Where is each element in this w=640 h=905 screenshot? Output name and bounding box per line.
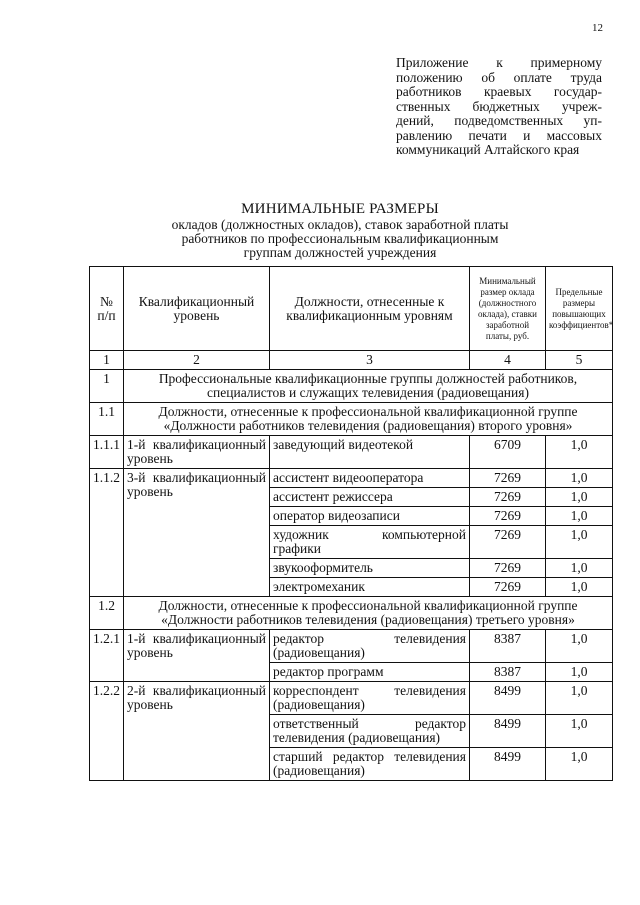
title-line: окладов (должностных окладов), ставок заработной платы <box>171 217 509 232</box>
position-name: редактор программ <box>270 663 470 682</box>
level-num: 1.2.2 <box>90 682 124 781</box>
salary-table <box>89 266 613 781</box>
header-positions: Должности, отнесенные к квалификационным уровням <box>270 267 470 351</box>
group-title: Должности, отнесенные к профессиональной квалификационной группе «Должности работников телевидения (радиовещания) третьего уровня» <box>124 597 613 630</box>
coefficient-value: 1,0 <box>546 526 613 559</box>
salary-value: 7269 <box>470 507 546 526</box>
position-name: ответственный редактор телевидения (радиовещания) <box>270 715 470 748</box>
salary-value: 7269 <box>470 488 546 507</box>
group-row <box>90 403 613 436</box>
coefficient-value: 1,0 <box>546 469 613 488</box>
salary-value: 8499 <box>470 715 546 748</box>
coefficient-value: 1,0 <box>546 507 613 526</box>
column-number: 5 <box>546 351 613 370</box>
position-name: ассистент видеооператора <box>270 469 470 488</box>
header-salary: Минимальный размер оклада (должностного оклада), ставки заработной платы, руб. <box>470 267 546 351</box>
level-name: 3-й квалификационный уровень <box>124 469 270 597</box>
salary-value: 8387 <box>470 630 546 663</box>
position-name: редактор телевидения (радиовещания) <box>270 630 470 663</box>
level-name: 1-й квалификационный уровень <box>124 630 270 682</box>
salary-value: 8499 <box>470 682 546 715</box>
document-title <box>110 202 570 260</box>
salary-value: 6709 <box>470 436 546 469</box>
position-name: ассистент режиссера <box>270 488 470 507</box>
position-name: звукооформитель <box>270 559 470 578</box>
appendix-line: дений, подведомственных уп- <box>396 113 602 128</box>
coefficient-value: 1,0 <box>546 715 613 748</box>
header-row <box>90 267 613 351</box>
column-number: 4 <box>470 351 546 370</box>
table-row <box>90 436 613 469</box>
group-num: 1.2 <box>90 597 124 630</box>
group-row <box>90 597 613 630</box>
column-number: 3 <box>270 351 470 370</box>
title-line: работников по профессиональным квалификационным <box>181 231 499 246</box>
position-name: электромеханик <box>270 578 470 597</box>
salary-value: 7269 <box>470 526 546 559</box>
coefficient-value: 1,0 <box>546 488 613 507</box>
column-number: 2 <box>124 351 270 370</box>
position-name: художник компьютерной графики <box>270 526 470 559</box>
position-name: старший редактор телевидения (радиовещания) <box>270 748 470 781</box>
salary-value: 7269 <box>470 578 546 597</box>
appendix-line: работников краевых государ- <box>396 84 602 99</box>
salary-value: 7269 <box>470 559 546 578</box>
header-num: № п/п <box>90 267 124 351</box>
table-row <box>90 469 613 488</box>
header-level: Квалификационный уровень <box>124 267 270 351</box>
coefficient-value: 1,0 <box>546 663 613 682</box>
level-name: 2-й квалификационный уровень <box>124 682 270 781</box>
position-name: заведующий видеотекой <box>270 436 470 469</box>
header-coef: Предельные размеры повышающих коэффициентов* <box>546 267 613 351</box>
level-num: 1.2.1 <box>90 630 124 682</box>
appendix-note <box>396 56 602 158</box>
appendix-line: положению об оплате труда <box>396 69 602 85</box>
coefficient-value: 1,0 <box>546 559 613 578</box>
column-numbers-row <box>90 351 613 370</box>
appendix-line: ственных бюджетных учреж- <box>396 98 602 114</box>
appendix-line: коммуникаций Алтайского края <box>396 142 580 157</box>
appendix-line: равлению печати и массовых <box>396 127 602 143</box>
section-title: Профессиональные квалификационные группы должностей работников, специалистов и служащих телевидения (радиовещания) <box>124 370 613 403</box>
level-name: 1-й квалификационный уровень <box>124 436 270 469</box>
column-number: 1 <box>90 351 124 370</box>
salary-value: 8387 <box>470 663 546 682</box>
section-row <box>90 370 613 403</box>
section-num: 1 <box>90 370 124 403</box>
salary-value: 8499 <box>470 748 546 781</box>
title-line: группам должностей учреждения <box>243 245 437 260</box>
appendix-line: Приложение к примерному <box>396 55 602 70</box>
table-row <box>90 630 613 663</box>
position-name: оператор видеозаписи <box>270 507 470 526</box>
salary-value: 7269 <box>470 469 546 488</box>
level-num: 1.1.2 <box>90 469 124 597</box>
coefficient-value: 1,0 <box>546 748 613 781</box>
coefficient-value: 1,0 <box>546 578 613 597</box>
title-main: МИНИМАЛЬНЫЕ РАЗМЕРЫ <box>241 201 439 217</box>
coefficient-value: 1,0 <box>546 436 613 469</box>
position-name: корреспондент телевидения (радиовещания) <box>270 682 470 715</box>
coefficient-value: 1,0 <box>546 630 613 663</box>
level-num: 1.1.1 <box>90 436 124 469</box>
coefficient-value: 1,0 <box>546 682 613 715</box>
page-number: 12 <box>592 22 603 34</box>
group-title: Должности, отнесенные к профессиональной квалификационной группе «Должности работников телевидения (радиовещания) второго уровня» <box>124 403 613 436</box>
group-num: 1.1 <box>90 403 124 436</box>
table-row <box>90 682 613 715</box>
